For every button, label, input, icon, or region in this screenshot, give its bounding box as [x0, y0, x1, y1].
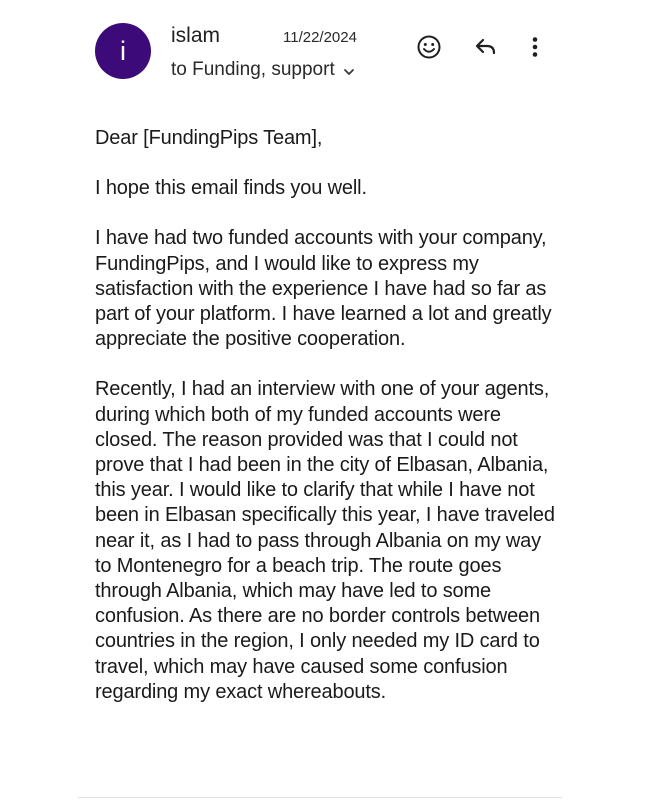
- email-body: [95, 126, 555, 730]
- more-options-button[interactable]: [520, 32, 550, 62]
- email-date: 11/22/2024: [283, 29, 357, 46]
- more-vert-icon: [522, 34, 548, 60]
- reply-icon: [473, 34, 499, 60]
- add-reaction-icon: [416, 34, 442, 60]
- email-header: [0, 0, 663, 110]
- divider: [78, 797, 562, 798]
- recipients-toggle[interactable]: [171, 59, 356, 81]
- chevron-down-icon: [342, 63, 356, 77]
- recipients-label: to Funding, support: [171, 59, 335, 80]
- avatar[interactable]: i: [95, 23, 151, 79]
- email-paragraph: Recently, I had an interview with one of your agents, during which both of my funded accounts were closed. The reason provided was that I could not prove that I had been in the city of Elbasan, Albania, this year. I would like to clarify that while I have not been in Elbasan specifically this year, I have traveled near it, as I had to pass through Albania on my way to Montenegro for a beach trip. The route goes through Albania, which may have led to some confusion. As there are no border controls between countries in the region, I only needed my ID card to travel, which may have caused some confusion regarding my exact whereabouts.: [95, 378, 555, 703]
- sender-name[interactable]: islam: [171, 24, 221, 47]
- reply-button[interactable]: [471, 32, 501, 62]
- email-greeting: Dear [FundingPips Team],: [95, 127, 323, 149]
- add-reaction-button[interactable]: [414, 32, 444, 62]
- email-paragraph: I hope this email finds you well.: [95, 177, 367, 200]
- email-paragraph: I have had two funded accounts with your company, FundingPips, and I would like to express my satisfaction with the experience I have had so far as part of your platform. I have learned a lot and greatly appreciate the positive cooperation.: [95, 227, 552, 351]
